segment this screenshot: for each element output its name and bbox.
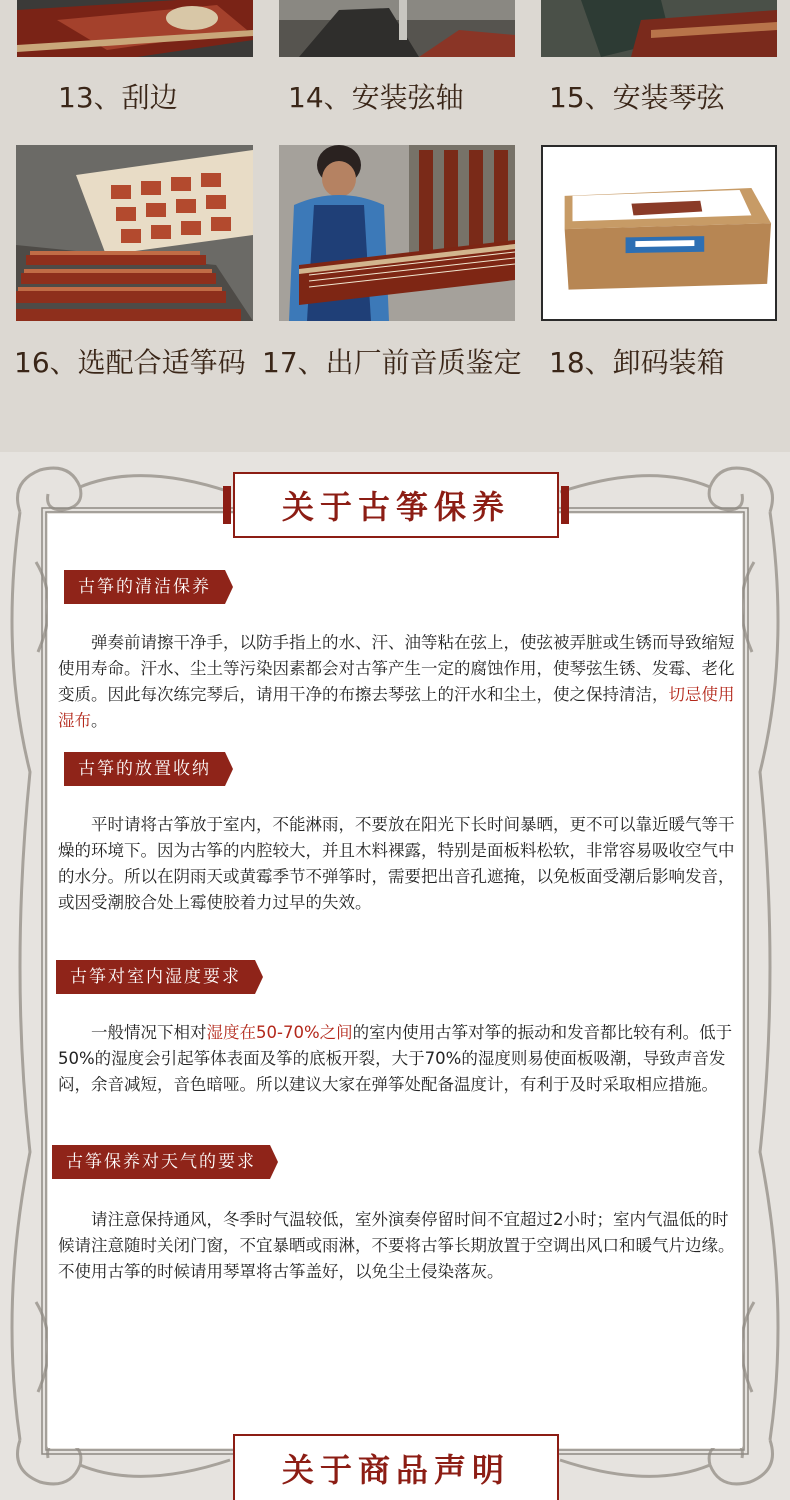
step-18-label: 18、卸码装箱 (549, 346, 725, 379)
section-weather-text (58, 1207, 742, 1285)
step-14-photo (279, 0, 515, 57)
step-17-photo (279, 145, 515, 321)
section-cleaning-heading: 古筝的清洁保养 (64, 570, 225, 604)
humidity-pre: 一般情况下相对 (91, 1023, 207, 1042)
care-title: 关于古筝保养 (281, 488, 510, 526)
section-storage-text (58, 812, 742, 916)
cleaning-highlight: 切忌使用湿布 (58, 685, 735, 730)
process-steps-section (0, 0, 790, 452)
section-storage-heading: 古筝的放置收纳 (64, 752, 225, 786)
humidity-highlight: 湿度在50-70%之间 (206, 1023, 353, 1042)
step-14-label: 14、安装弦轴 (288, 81, 464, 114)
care-section (0, 452, 790, 1500)
step-16-label: 16、选配合适筝码 (14, 346, 246, 379)
section-cleaning-text (58, 630, 742, 734)
section-humidity-heading: 古筝对室内湿度要求 (56, 960, 255, 994)
step-15-photo (541, 0, 777, 57)
care-title-box (233, 472, 559, 538)
section-weather-heading: 古筝保养对天气的要求 (52, 1145, 270, 1179)
step-13-photo (17, 0, 253, 57)
step-15-label: 15、安装琴弦 (549, 81, 725, 114)
weather-body: 请注意保持通风，冬季时气温较低，室外演奏停留时间不宜超过2小时；室内气温低的时候请注意随时关闭门窗，不宜暴晒或雨淋，不要将古筝长期放置于空调出风口和暖气片边缘。不使用古筝的时候请用琴罩将古筝盖好，以免尘土侵染落灰。 (58, 1210, 735, 1281)
step-16-photo (16, 145, 253, 321)
section-humidity-text (58, 1020, 742, 1098)
product-statement-title-box (233, 1434, 559, 1500)
storage-body: 平时请将古筝放于室内，不能淋雨，不要放在阳光下长时间暴晒，更不可以靠近暖气等干燥的环境下。因为古筝的内腔较大，并且木料裸露，特别是面板料松软，非常容易吸收空气中的水分。所以在阴雨天或黄霉季节不弹筝时，需要把出音孔遮掩，以免板面受潮后影响发音，或因受潮胶合处上霉使胶着力过早的失效。 (58, 815, 735, 912)
cleaning-tail: 。 (91, 711, 108, 730)
step-17-label: 17、出厂前音质鉴定 (262, 346, 522, 379)
product-statement-title: 关于商品声明 (281, 1451, 510, 1489)
step-18-photo (541, 145, 777, 321)
cleaning-body: 弹奏前请擦干净手，以防手指上的水、汗、油等粘在弦上，使弦被弄脏或生锈而导致缩短使用寿命。汗水、尘土等污染因素都会对古筝产生一定的腐蚀作用，使琴弦生锈、发霉、老化变质。因此每次练完琴后，请用干净的布擦去琴弦上的汗水和尘土，使之保持清洁， (58, 633, 735, 704)
humidity-body: 的室内使用古筝对筝的振动和发音都比较有利。低于50%的湿度会引起筝体表面及筝的底板开裂，大于70%的湿度则易使面板吸潮，导致声音发闷，余音减短，音色暗哑。所以建议大家在弹筝处配备温度计，有利于及时采取相应措施。 (58, 1023, 733, 1094)
step-13-label: 13、刮边 (58, 81, 178, 114)
